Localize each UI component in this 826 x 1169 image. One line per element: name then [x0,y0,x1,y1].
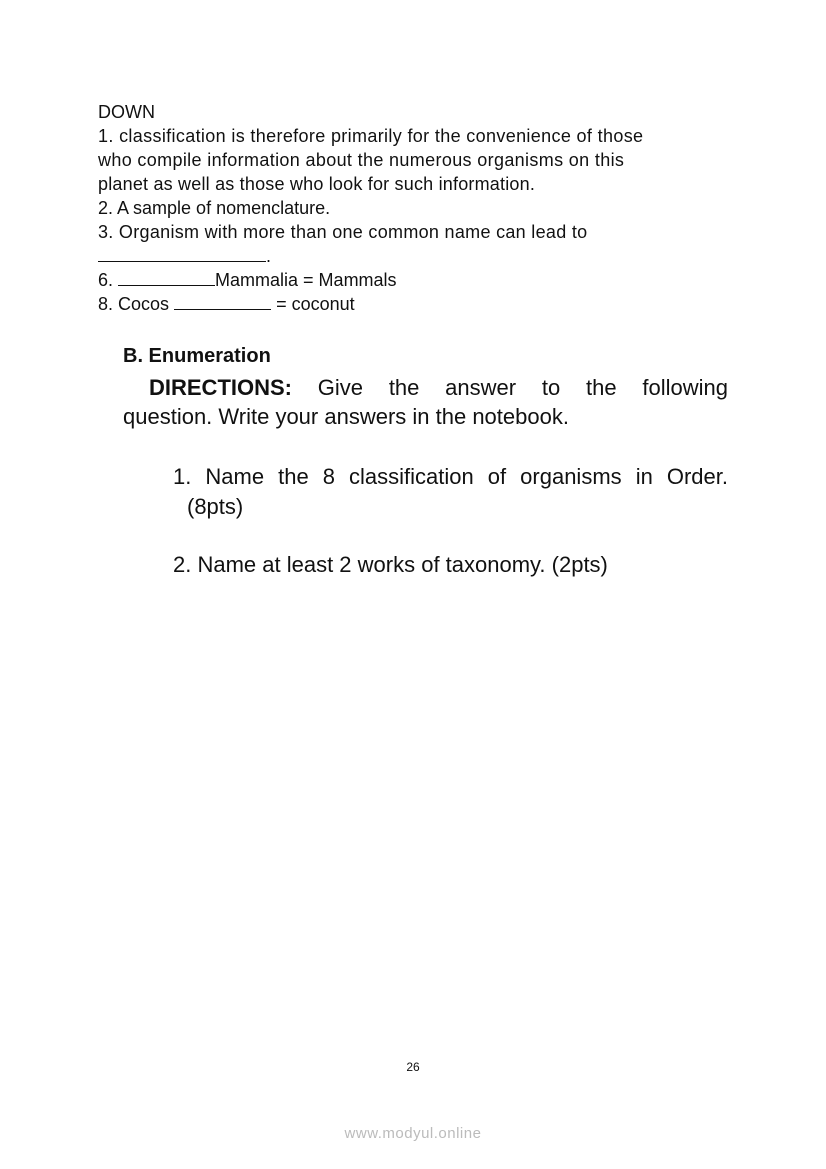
clue-3-answer-line [98,244,271,268]
answer-blank [98,246,266,262]
directions-text: Give the answer to the following [317,375,728,400]
watermark: www.modyul.online [344,1125,482,1142]
clue-1-line-1: 1. classification is therefore primarily for the convenience of those [98,126,644,146]
clue-3: 3. Organism with more than one common name can lead to [98,222,588,242]
directions-line-1 [149,373,728,403]
down-heading: DOWN [98,102,155,122]
page-number: 26 [406,1060,420,1074]
period: . [266,246,272,266]
answer-blank [118,270,215,286]
directions-line-2: question. Write your answers in the notebook. [123,404,569,429]
section-title: B. Enumeration [123,345,271,367]
answer-blank [174,294,271,310]
clue-1-line-3: planet as well as those who look for such information. [98,174,536,194]
question-2: 2. Name at least 2 works of taxonomy. (2pts) [173,552,608,577]
clue-6-number: 6. [98,270,114,290]
question-1-line-2: (8pts) [187,494,244,519]
clue-6 [98,268,397,292]
clue-6-text: Mammalia = Mammals [215,270,397,290]
clue-8 [98,292,355,316]
clue-8-start: 8. Cocos [98,294,170,314]
clue-1-line-2: who compile information about the numerous organisms on this [98,150,625,170]
clue-8-end: = coconut [276,294,355,314]
clue-2: 2. A sample of nomenclature. [98,198,331,218]
directions-label: DIRECTIONS: [149,375,292,400]
question-1-line-1: 1. Name the 8 classification of organisms in Order. [173,464,728,489]
